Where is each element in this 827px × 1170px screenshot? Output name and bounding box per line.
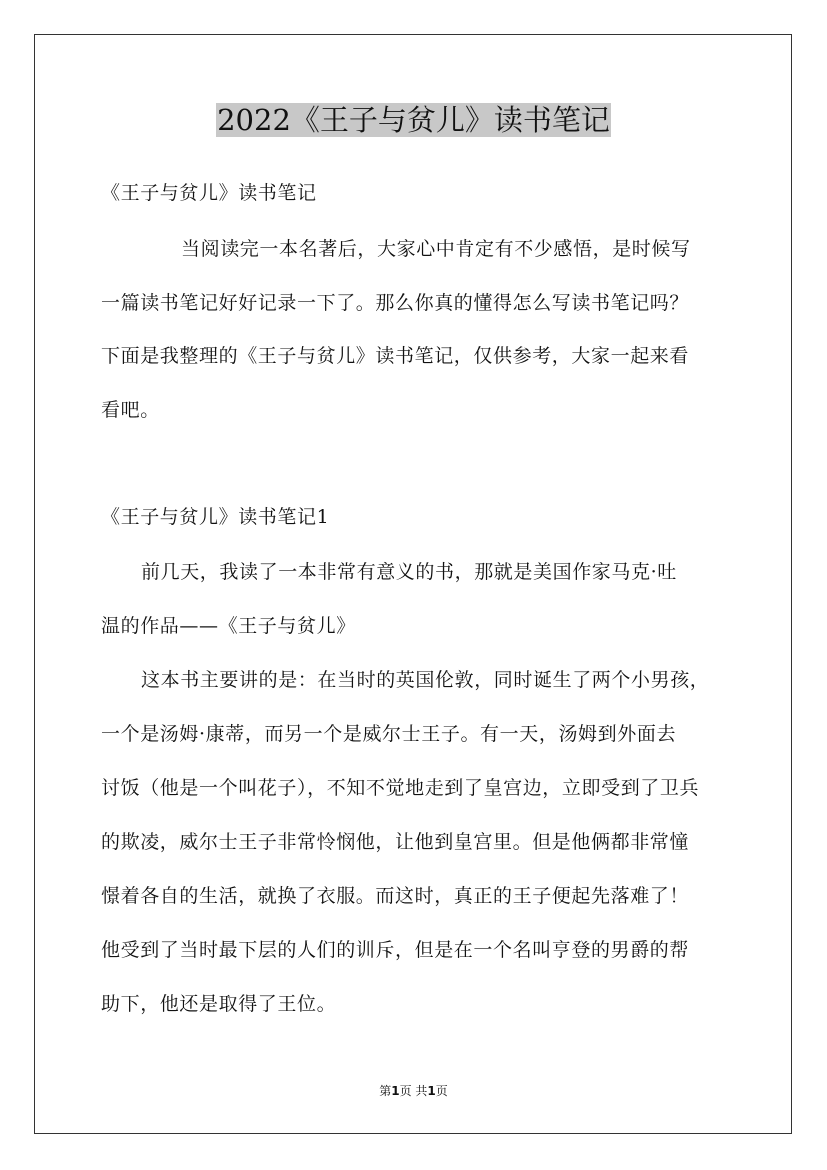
footer-page-prefix: 第 [379,1084,392,1098]
document-title-text: 2022《王子与贫儿》读书笔记 [217,103,610,137]
intro-line-2: 一篇读书笔记好好记录一下了。那么你真的懂得怎么写读书笔记吗？ [101,292,690,314]
body-line-4: 一个是汤姆·康蒂，而另一个是威尔士王子。有一天，汤姆到外面去 [101,723,677,745]
section-heading: 《王子与贫儿》读书笔记1 [101,506,330,528]
document-title [0,100,827,140]
body-line-5: 讨饭（他是一个叫花子），不知不觉地走到了皇宫边，立即受到了卫兵 [101,777,700,799]
subheading: 《王子与贫儿》读书笔记 [101,182,317,204]
footer-page-total: 1 [427,1084,436,1098]
body-line-6: 的欺凌，威尔士王子非常怜悯他，让他到皇宫里。但是他俩都非常憧 [101,831,690,853]
intro-line-1: 当阅读完一本名著后，大家心中肯定有不少感悟，是时候写 [181,238,691,260]
body-line-9: 助下，他还是取得了王位。 [101,993,337,1015]
intro-line-3: 下面是我整理的《王子与贫儿》读书笔记，仅供参考，大家一起来看 [101,345,690,367]
body-line-2: 温的作品——《王子与贫儿》 [101,615,356,637]
body-line-7: 憬着各自的生活，就换了衣服。而这时，真正的王子便起先落难了！ [101,885,690,907]
footer-page-suffix: 页 [435,1084,448,1098]
intro-line-4: 看吧。 [101,399,160,421]
footer-page-number: 1 [391,1084,400,1098]
footer-page-mid: 页 共 [399,1084,428,1098]
page-footer [0,1083,827,1099]
body-line-3: 这本书主要讲的是：在当时的英国伦敦，同时诞生了两个小男孩， [141,669,710,691]
body-line-1: 前几天，我读了一本非常有意义的书，那就是美国作家马克·吐 [141,561,677,583]
body-line-8: 他受到了当时最下层的人们的训斥，但是在一个名叫亨登的男爵的帮 [101,939,690,961]
